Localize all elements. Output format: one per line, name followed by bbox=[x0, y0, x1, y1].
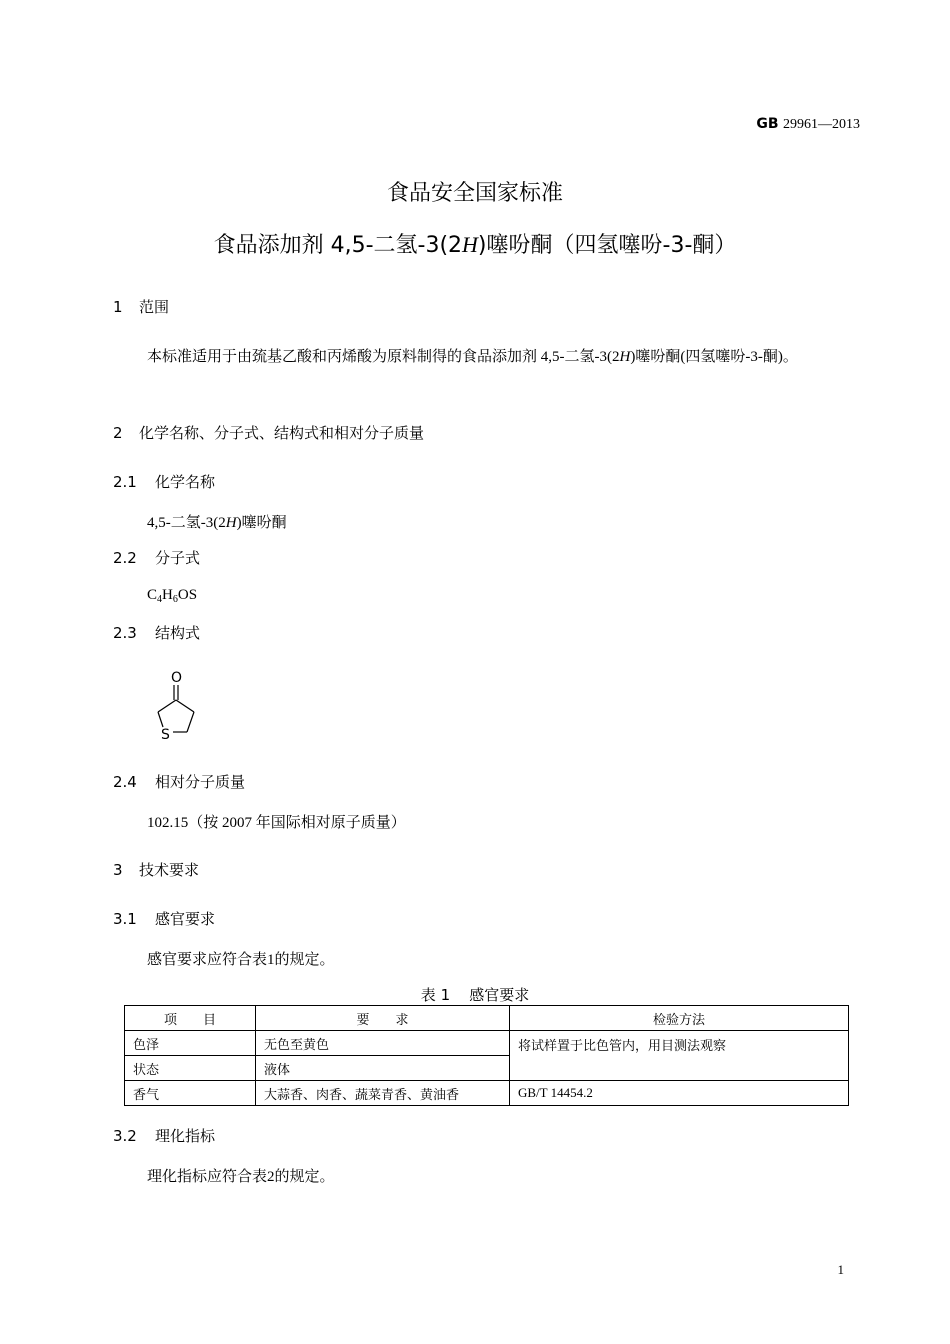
section-title: 化学名称、分子式、结构式和相对分子质量 bbox=[139, 424, 425, 442]
section-number: 2.1 bbox=[113, 473, 137, 491]
chemical-name bbox=[147, 511, 287, 532]
table-caption-title: 感官要求 bbox=[469, 986, 530, 1004]
section-number: 2.4 bbox=[113, 773, 137, 791]
cell-requirement: 无色至黄色 bbox=[256, 1031, 510, 1056]
section-title: 分子式 bbox=[155, 549, 201, 567]
section-3-heading bbox=[113, 859, 199, 880]
section-3-1-heading bbox=[113, 908, 215, 929]
section-title: 结构式 bbox=[155, 624, 201, 642]
cell-requirement: 大蒜香、肉香、蔬菜青香、黄油香 bbox=[256, 1081, 510, 1106]
cell-method-merged: 将试样置于比色管内，用目测法观察 bbox=[510, 1031, 849, 1081]
formula-h: H bbox=[162, 587, 173, 603]
section-number: 2 bbox=[113, 424, 123, 442]
section-number: 2.3 bbox=[113, 624, 137, 642]
subtitle-prefix: 食品添加剂 4,5-二氢-3(2 bbox=[213, 233, 463, 258]
table-row bbox=[125, 1031, 849, 1056]
chem-name-2: )噻吩酮 bbox=[236, 515, 287, 531]
table-header-row bbox=[125, 1006, 849, 1031]
header-requirement: 要 求 bbox=[256, 1006, 510, 1031]
section-2-heading bbox=[113, 422, 424, 443]
ring-bond-4 bbox=[158, 700, 176, 712]
section-number: 1 bbox=[113, 298, 123, 316]
standard-number: 29961—2013 bbox=[783, 117, 860, 132]
header-item: 项 目 bbox=[125, 1006, 256, 1031]
section-title: 理化指标 bbox=[155, 1127, 216, 1145]
chem-name-italic: H bbox=[225, 515, 237, 531]
section-title: 技术要求 bbox=[139, 861, 200, 879]
standard-prefix: GB bbox=[756, 116, 779, 132]
page-number: 1 bbox=[837, 1262, 844, 1277]
section-title: 范围 bbox=[139, 298, 170, 316]
section-number: 3.1 bbox=[113, 910, 137, 928]
section-number: 2.2 bbox=[113, 549, 137, 567]
document-title: 食品安全国家标准 bbox=[386, 181, 563, 206]
header-method: 检验方法 bbox=[510, 1006, 849, 1031]
formula-c-sub: 4 bbox=[157, 594, 163, 605]
scope-text-2: )噻吩酮(四氢噻吩-3-酮)。 bbox=[630, 349, 798, 365]
section-3-2-heading bbox=[113, 1125, 215, 1146]
cell-requirement: 液体 bbox=[256, 1056, 510, 1081]
table-caption-number: 表 1 bbox=[420, 986, 451, 1004]
section-title: 化学名称 bbox=[155, 473, 216, 491]
sensory-intro: 感官要求应符合表1的规定。 bbox=[147, 952, 335, 968]
section-number: 3 bbox=[113, 861, 123, 879]
section-title: 相对分子质量 bbox=[155, 773, 246, 791]
section-title: 感官要求 bbox=[155, 910, 216, 928]
document-subtitle bbox=[0, 228, 950, 259]
ring-bond-1 bbox=[176, 700, 194, 712]
section-number: 3.2 bbox=[113, 1127, 137, 1145]
ring-bond-2 bbox=[187, 712, 194, 732]
formula-c: C bbox=[147, 587, 158, 603]
scope-text-1: 本标准适用于由巯基乙酸和丙烯酸为原料制得的食品添加剂 4,5-二氢-3(2 bbox=[147, 349, 620, 365]
standard-code bbox=[756, 116, 860, 133]
formula-h-sub: 6 bbox=[172, 594, 178, 605]
cell-item: 状态 bbox=[125, 1056, 256, 1081]
sensory-requirements-table bbox=[124, 1005, 849, 1106]
scope-text-italic: H bbox=[619, 349, 631, 365]
cell-item: 色泽 bbox=[125, 1031, 256, 1056]
relative-molecular-mass: 102.15（按 2007 年国际相对原子质量） bbox=[147, 815, 406, 831]
atom-oxygen: O bbox=[171, 670, 183, 686]
formula-rest: OS bbox=[177, 587, 198, 603]
structural-formula bbox=[145, 665, 215, 747]
section-2-1-heading bbox=[113, 471, 215, 492]
physchem-intro: 理化指标应符合表2的规定。 bbox=[147, 1169, 335, 1185]
subtitle-suffix: )噻吩酮（四氢噻吩-3-酮） bbox=[477, 233, 737, 258]
scope-paragraph bbox=[113, 345, 851, 369]
ring-bond-5 bbox=[158, 712, 163, 727]
cell-method: GB/T 14454.2 bbox=[510, 1081, 849, 1106]
chem-name-1: 4,5-二氢-3(2 bbox=[147, 515, 226, 531]
atom-sulfur: S bbox=[161, 727, 170, 743]
table-row bbox=[125, 1081, 849, 1106]
subtitle-italic: H bbox=[462, 232, 478, 257]
table-1-caption bbox=[0, 984, 950, 1005]
section-1-heading bbox=[113, 296, 169, 317]
section-2-2-heading bbox=[113, 547, 200, 568]
section-2-4-heading bbox=[113, 771, 245, 792]
cell-item: 香气 bbox=[125, 1081, 256, 1106]
molecular-formula bbox=[147, 587, 197, 605]
section-2-3-heading bbox=[113, 622, 200, 643]
